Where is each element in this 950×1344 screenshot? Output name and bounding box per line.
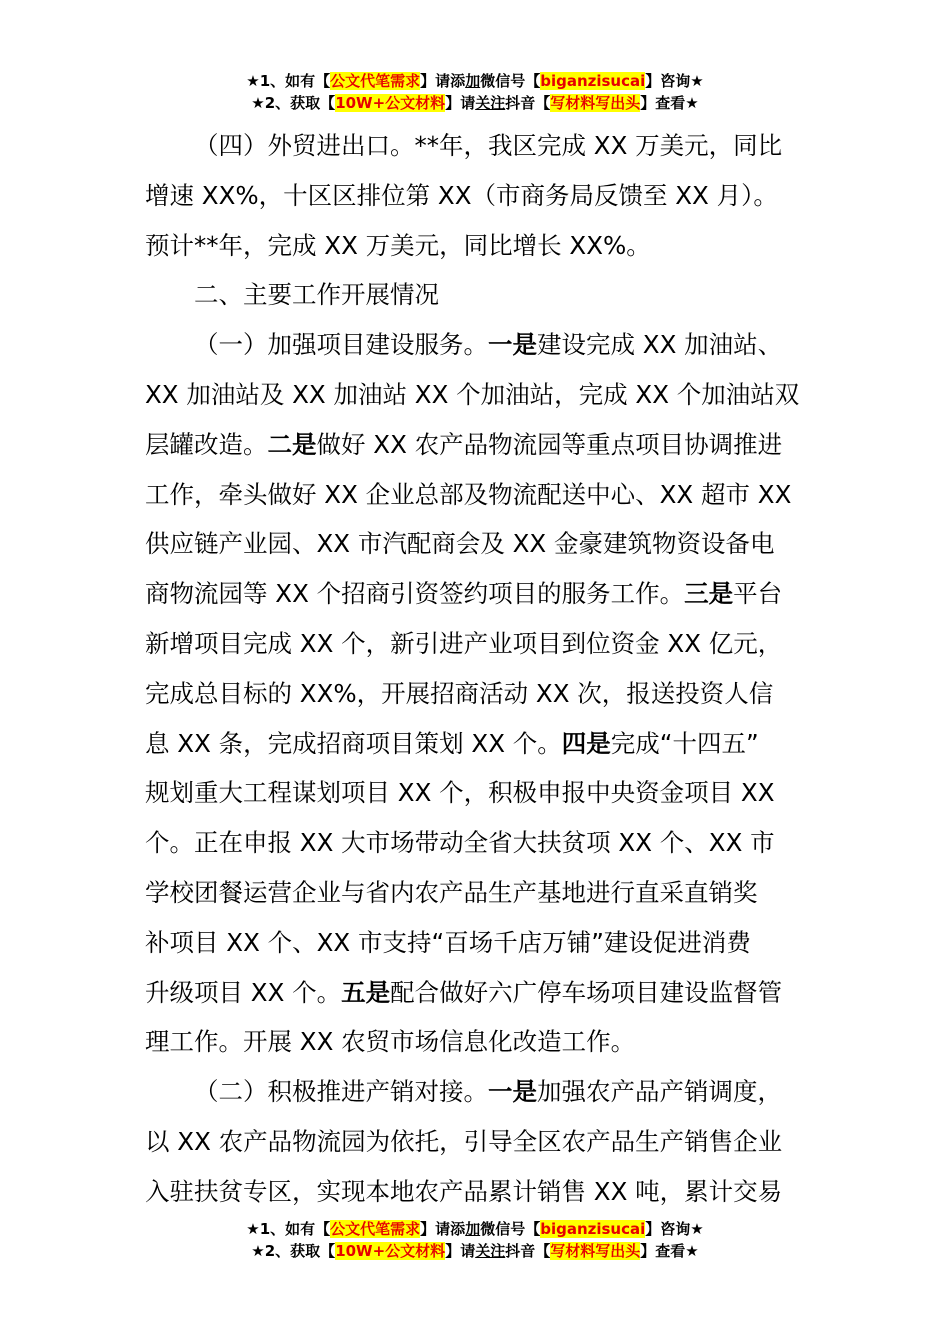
subheading: （一）加强项目建设服务。	[194, 330, 488, 360]
paragraph-foreign-trade	[145, 121, 810, 270]
text-run: 平台	[733, 579, 783, 609]
text-run: 做好 XX 农产品物流园等重点项目协调推进	[316, 429, 783, 459]
text-line: 以 XX 农产品物流园为依托，引导全区农产品生产销售企业	[145, 1126, 783, 1156]
promo-text: 微信号【	[480, 1220, 541, 1238]
promo-banner-bottom	[0, 1218, 950, 1262]
promo-wechat-id: biganzisucai	[540, 72, 646, 90]
promo-text: ★2、获取【	[251, 1242, 336, 1260]
bold-ordinal: 一是	[488, 1077, 537, 1107]
text-line: 入驻扶贫专区，实现本地农产品累计销售 XX 吨，累计交易	[145, 1176, 783, 1206]
bold-ordinal: 四是	[561, 728, 611, 758]
paragraph-supply-demand	[145, 1067, 810, 1216]
text-run: 商物流园等 XX 个招商引资签约项目的服务工作。	[145, 579, 685, 609]
text-line: 学校团餐运营企业与省内农产品生产基地进行直采直销奖	[145, 877, 758, 907]
promo-underline: 关注	[475, 94, 506, 112]
text-line: 预计**年，完成 XX 万美元，同比增长 XX%。	[145, 230, 651, 260]
promo-text: 】咨询★	[645, 1220, 704, 1238]
promo-highlight: 10W+公文材料	[335, 1242, 446, 1260]
promo-line-1	[0, 1218, 950, 1240]
promo-text: 】查看★	[640, 1242, 699, 1260]
text-line: 规划重大工程谋划项目 XX 个，积极申报中央资金项目 XX	[145, 778, 775, 808]
promo-underline: 加	[465, 72, 481, 90]
promo-line-1	[0, 70, 950, 92]
promo-douyin-account: 写材料写出头	[550, 1242, 641, 1260]
text-line: 工作，牵头做好 XX 企业总部及物流配送中心、XX 超市 XX	[145, 479, 792, 509]
promo-line-2	[0, 92, 950, 114]
bold-ordinal: 二是	[267, 429, 317, 459]
bold-ordinal: 三是	[684, 579, 734, 609]
promo-text: 】请添	[420, 1220, 466, 1238]
promo-text: 】请	[445, 94, 476, 112]
promo-text: ★1、如有【	[246, 1220, 331, 1238]
text-line	[145, 569, 810, 619]
promo-text: ★1、如有【	[246, 72, 331, 90]
text-line: 供应链产业园、XX 市汽配商会及 XX 金豪建筑物资设备电	[145, 529, 775, 559]
promo-text: 】查看★	[640, 94, 699, 112]
section-heading-text: 二、主要工作开展情况	[194, 280, 439, 310]
promo-banner-top	[0, 70, 950, 114]
promo-text: 】请	[445, 1242, 476, 1260]
text-run: 建设完成 XX 加油站、	[537, 330, 783, 360]
text-line: （四）外贸进出口。**年，我区完成 XX 万美元，同比	[194, 131, 783, 160]
promo-highlight: 公文代笔需求	[330, 1220, 421, 1238]
promo-text: 】请添	[420, 72, 466, 90]
promo-underline: 加	[465, 1220, 481, 1238]
subheading: （二）积极推进产销对接。	[194, 1077, 488, 1107]
text-line	[145, 968, 810, 1018]
text-line	[145, 320, 810, 370]
promo-text: 抖音【	[505, 94, 551, 112]
text-line: 完成总目标的 XX%，开展招商活动 XX 次，报送投资人信	[145, 678, 774, 708]
promo-wechat-id: biganzisucai	[540, 1220, 646, 1238]
text-line: 理工作。开展 XX 农贸市场信息化改造工作。	[145, 1027, 636, 1057]
promo-underline: 关注	[475, 1242, 506, 1260]
promo-text: 抖音【	[505, 1242, 551, 1260]
text-line: 补项目 XX 个、XX 市支持“百场千店万铺”建设促进消费	[145, 927, 751, 957]
document-body	[145, 121, 810, 1217]
text-run: 升级项目 XX 个。	[145, 977, 342, 1007]
text-run: 层罐改造。	[145, 429, 268, 459]
text-line: 新增项目完成 XX 个，新引进产业项目到位资金 XX 亿元，	[145, 628, 783, 658]
text-line: XX 加油站及 XX 加油站 XX 个加油站，完成 XX 个加油站双	[145, 379, 800, 409]
promo-douyin-account: 写材料写出头	[550, 94, 641, 112]
promo-line-2	[0, 1240, 950, 1262]
promo-highlight: 10W+公文材料	[335, 94, 446, 112]
text-line: 增速 XX%，十区区排位第 XX（市商务局反馈至 XX 月）。	[145, 180, 778, 210]
promo-text: 微信号【	[480, 72, 541, 90]
promo-text: 】咨询★	[645, 72, 704, 90]
text-run: 息 XX 条，完成招商项目策划 XX 个。	[145, 728, 562, 758]
promo-text: ★2、获取【	[251, 94, 336, 112]
text-line: 个。正在申报 XX 大市场带动全省大扶贫项 XX 个、XX 市	[145, 828, 775, 858]
text-run: 配合做好六广停车场项目建设监督管	[390, 977, 783, 1007]
text-line	[145, 420, 810, 470]
promo-highlight: 公文代笔需求	[330, 72, 421, 90]
text-run: 加强农产品产销调度，	[537, 1077, 782, 1107]
text-run: 完成“十四五”	[610, 728, 759, 758]
text-line	[145, 1067, 810, 1117]
bold-ordinal: 五是	[341, 977, 391, 1007]
paragraph-project-service	[145, 320, 810, 1067]
bold-ordinal: 一是	[488, 330, 537, 360]
text-line	[145, 719, 810, 769]
section-heading	[145, 270, 810, 320]
